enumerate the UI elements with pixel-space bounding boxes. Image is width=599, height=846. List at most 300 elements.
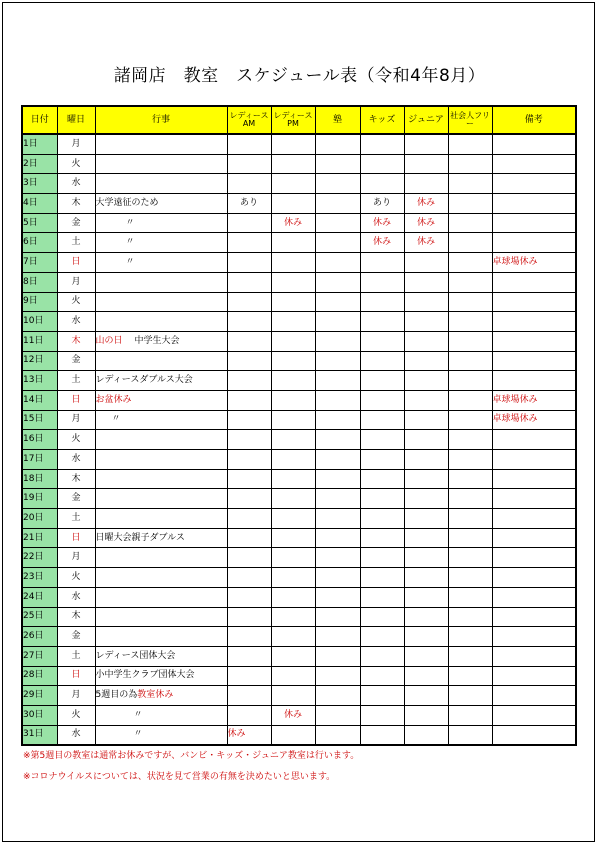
table-row xyxy=(22,194,576,214)
day-cell: 16日 xyxy=(22,430,57,450)
juku-cell xyxy=(315,489,360,509)
juku-cell xyxy=(315,174,360,194)
table-row xyxy=(22,548,576,568)
ladies-am-cell xyxy=(227,371,271,391)
event-cell xyxy=(95,292,227,312)
table-row xyxy=(22,292,576,312)
table-row xyxy=(22,174,576,194)
adult-free-cell xyxy=(448,686,492,706)
note-corona: ※コロナウイルスについては、状況を見て営業の有無を決めたいと思います。 xyxy=(23,772,336,782)
adult-free-cell xyxy=(448,646,492,666)
junior-cell xyxy=(404,253,448,273)
day-cell: 28日 xyxy=(22,666,57,686)
event-text: 〃 xyxy=(133,729,143,740)
ladies-pm-cell xyxy=(271,154,315,174)
note-cell xyxy=(492,312,576,332)
kids-cell xyxy=(360,253,404,273)
ladies-am-cell xyxy=(227,292,271,312)
event-text: 〃 xyxy=(125,237,135,248)
note-cell xyxy=(492,469,576,489)
adult-free-cell xyxy=(448,548,492,568)
event-text-secondary: 中学生大会 xyxy=(134,335,180,346)
table-row xyxy=(22,154,576,174)
ladies-pm-cell xyxy=(271,528,315,548)
kids-cell xyxy=(360,528,404,548)
junior-cell xyxy=(404,627,448,647)
kids-cell xyxy=(360,154,404,174)
event-cell xyxy=(95,253,227,273)
day-cell: 23日 xyxy=(22,568,57,588)
note-cell xyxy=(492,627,576,647)
schedule-table xyxy=(21,105,577,746)
adult-free-cell xyxy=(448,607,492,627)
table-row xyxy=(22,686,576,706)
kids-cell xyxy=(360,450,404,470)
note-cell xyxy=(492,450,576,470)
weekday-cell: 水 xyxy=(57,174,95,194)
event-text-secondary: 教室休み xyxy=(137,690,174,701)
junior-cell xyxy=(404,272,448,292)
adult-free-cell xyxy=(448,292,492,312)
adult-free-cell xyxy=(448,213,492,233)
ladies-am-cell xyxy=(227,666,271,686)
table-row xyxy=(22,607,576,627)
table-row xyxy=(22,272,576,292)
adult-free-cell xyxy=(448,568,492,588)
table-row xyxy=(22,410,576,430)
ladies-pm-cell xyxy=(271,410,315,430)
kids-cell xyxy=(360,430,404,450)
weekday-cell: 金 xyxy=(57,489,95,509)
weekday-cell: 木 xyxy=(57,469,95,489)
juku-cell xyxy=(315,646,360,666)
weekday-cell: 火 xyxy=(57,568,95,588)
junior-cell: 休み xyxy=(404,233,448,253)
kids-cell xyxy=(360,587,404,607)
event-cell xyxy=(95,312,227,332)
juku-cell xyxy=(315,351,360,371)
day-cell: 17日 xyxy=(22,450,57,470)
event-text: レディースダブルス大会 xyxy=(95,375,193,386)
ladies-am-cell xyxy=(227,509,271,529)
adult-free-cell xyxy=(448,450,492,470)
event-text: 〃 xyxy=(125,256,135,267)
ladies-am-cell xyxy=(227,253,271,273)
header-row xyxy=(22,106,576,134)
juku-cell xyxy=(315,607,360,627)
ladies-am-cell xyxy=(227,646,271,666)
event-cell xyxy=(95,390,227,410)
table-row xyxy=(22,725,576,745)
ladies-pm-cell xyxy=(271,390,315,410)
weekday-cell: 日 xyxy=(57,528,95,548)
note-cell xyxy=(492,272,576,292)
table-row xyxy=(22,528,576,548)
kids-cell xyxy=(360,646,404,666)
event-text: 〃 xyxy=(111,414,121,425)
weekday-cell: 金 xyxy=(57,627,95,647)
junior-cell xyxy=(404,686,448,706)
juku-cell xyxy=(315,253,360,273)
junior-cell xyxy=(404,469,448,489)
junior-cell xyxy=(404,607,448,627)
ladies-am-cell xyxy=(227,272,271,292)
ladies-am-cell xyxy=(227,607,271,627)
junior-cell xyxy=(404,174,448,194)
event-cell xyxy=(95,705,227,725)
ladies-pm-cell xyxy=(271,646,315,666)
ladies-am-cell xyxy=(227,351,271,371)
adult-free-cell xyxy=(448,725,492,745)
junior-cell xyxy=(404,331,448,351)
adult-free-cell xyxy=(448,705,492,725)
day-cell: 12日 xyxy=(22,351,57,371)
table-row xyxy=(22,646,576,666)
weekday-cell: 木 xyxy=(57,194,95,214)
day-cell: 7日 xyxy=(22,253,57,273)
kids-cell xyxy=(360,331,404,351)
ladies-pm-cell xyxy=(271,489,315,509)
event-cell xyxy=(95,469,227,489)
event-cell xyxy=(95,528,227,548)
ladies-pm-cell xyxy=(271,351,315,371)
note-cell xyxy=(492,331,576,351)
juku-cell xyxy=(315,627,360,647)
weekday-cell: 木 xyxy=(57,607,95,627)
note-cell xyxy=(492,705,576,725)
weekday-cell: 金 xyxy=(57,213,95,233)
kids-cell xyxy=(360,351,404,371)
weekday-cell: 月 xyxy=(57,686,95,706)
juku-cell xyxy=(315,528,360,548)
junior-cell xyxy=(404,351,448,371)
note-cell xyxy=(492,213,576,233)
junior-cell: 休み xyxy=(404,213,448,233)
junior-cell xyxy=(404,154,448,174)
junior-cell xyxy=(404,509,448,529)
event-text: レディース団体大会 xyxy=(95,650,176,661)
ladies-pm-cell xyxy=(271,568,315,588)
junior-cell xyxy=(404,528,448,548)
note-cell xyxy=(492,528,576,548)
juku-cell xyxy=(315,548,360,568)
note-cell xyxy=(492,548,576,568)
adult-free-cell xyxy=(448,331,492,351)
ladies-am-cell xyxy=(227,174,271,194)
event-text: 5週目の為 xyxy=(95,690,138,701)
kids-cell xyxy=(360,272,404,292)
page-title: 諸岡店 教室 スケジュール表（令和4年8月） xyxy=(113,66,486,86)
adult-free-cell xyxy=(448,272,492,292)
ladies-pm-cell xyxy=(271,233,315,253)
event-text: 小中学生クラブ団体大会 xyxy=(95,670,195,681)
event-text: 〃 xyxy=(133,709,143,720)
event-cell xyxy=(95,666,227,686)
day-cell: 8日 xyxy=(22,272,57,292)
adult-free-cell xyxy=(448,430,492,450)
junior-cell xyxy=(404,705,448,725)
table-row xyxy=(22,587,576,607)
day-cell: 14日 xyxy=(22,390,57,410)
juku-cell xyxy=(315,134,360,154)
ladies-am-cell xyxy=(227,312,271,332)
event-cell xyxy=(95,568,227,588)
day-cell: 30日 xyxy=(22,705,57,725)
ladies-am-cell xyxy=(227,587,271,607)
day-cell: 6日 xyxy=(22,233,57,253)
table-row xyxy=(22,489,576,509)
schedule-sheet xyxy=(2,2,595,842)
day-cell: 27日 xyxy=(22,646,57,666)
kids-cell xyxy=(360,292,404,312)
weekday-cell: 水 xyxy=(57,312,95,332)
note-cell xyxy=(492,509,576,529)
event-text: 大学遠征のため xyxy=(95,197,159,208)
weekday-cell: 月 xyxy=(57,272,95,292)
weekday-cell: 土 xyxy=(57,509,95,529)
ladies-pm-cell: 休み xyxy=(271,705,315,725)
event-cell xyxy=(95,410,227,430)
juku-cell xyxy=(315,686,360,706)
juku-cell xyxy=(315,371,360,391)
note-cell xyxy=(492,371,576,391)
ladies-am-cell xyxy=(227,705,271,725)
adult-free-cell xyxy=(448,134,492,154)
note-cell xyxy=(492,607,576,627)
event-cell xyxy=(95,154,227,174)
ladies-am-cell: あり xyxy=(227,194,271,214)
adult-free-cell xyxy=(448,154,492,174)
day-cell: 18日 xyxy=(22,469,57,489)
juku-cell xyxy=(315,292,360,312)
note-cell xyxy=(492,174,576,194)
kids-cell xyxy=(360,705,404,725)
ladies-am-cell xyxy=(227,568,271,588)
junior-cell xyxy=(404,587,448,607)
header-event: 行事 xyxy=(95,106,227,134)
junior-cell xyxy=(404,371,448,391)
kids-cell xyxy=(360,410,404,430)
day-cell: 3日 xyxy=(22,174,57,194)
ladies-pm-cell xyxy=(271,430,315,450)
event-cell xyxy=(95,607,227,627)
header-notes: 備考 xyxy=(492,106,576,134)
day-cell: 24日 xyxy=(22,587,57,607)
note-cell xyxy=(492,686,576,706)
juku-cell xyxy=(315,410,360,430)
kids-cell xyxy=(360,390,404,410)
ladies-am-cell xyxy=(227,154,271,174)
note-cell xyxy=(492,587,576,607)
header-junior: ジュニア xyxy=(404,106,448,134)
kids-cell xyxy=(360,489,404,509)
ladies-pm-cell xyxy=(271,469,315,489)
weekday-cell: 水 xyxy=(57,587,95,607)
ladies-pm-cell xyxy=(271,292,315,312)
event-cell xyxy=(95,548,227,568)
day-cell: 5日 xyxy=(22,213,57,233)
event-cell xyxy=(95,450,227,470)
day-cell: 9日 xyxy=(22,292,57,312)
weekday-cell: 月 xyxy=(57,548,95,568)
adult-free-cell xyxy=(448,489,492,509)
ladies-am-cell xyxy=(227,213,271,233)
day-cell: 15日 xyxy=(22,410,57,430)
ladies-am-cell xyxy=(227,331,271,351)
event-cell xyxy=(95,430,227,450)
juku-cell xyxy=(315,213,360,233)
juku-cell xyxy=(315,666,360,686)
adult-free-cell xyxy=(448,390,492,410)
juku-cell xyxy=(315,331,360,351)
note-cell xyxy=(492,154,576,174)
kids-cell xyxy=(360,134,404,154)
kids-cell xyxy=(360,371,404,391)
juku-cell xyxy=(315,725,360,745)
ladies-pm-cell xyxy=(271,548,315,568)
juku-cell xyxy=(315,705,360,725)
day-cell: 20日 xyxy=(22,509,57,529)
kids-cell: 休み xyxy=(360,233,404,253)
event-cell xyxy=(95,371,227,391)
ladies-pm-cell xyxy=(271,194,315,214)
header-kids: キッズ xyxy=(360,106,404,134)
table-row xyxy=(22,666,576,686)
junior-cell xyxy=(404,410,448,430)
weekday-cell: 水 xyxy=(57,725,95,745)
junior-cell xyxy=(404,134,448,154)
ladies-pm-cell xyxy=(271,607,315,627)
weekday-cell: 日 xyxy=(57,390,95,410)
event-text: お盆休み xyxy=(95,394,132,405)
note-cell: 卓球場休み xyxy=(492,410,576,430)
ladies-am-cell xyxy=(227,390,271,410)
ladies-am-cell xyxy=(227,233,271,253)
ladies-pm-cell xyxy=(271,587,315,607)
juku-cell xyxy=(315,154,360,174)
note-cell xyxy=(492,351,576,371)
adult-free-cell xyxy=(448,528,492,548)
ladies-am-cell xyxy=(227,134,271,154)
junior-cell xyxy=(404,666,448,686)
weekday-cell: 金 xyxy=(57,351,95,371)
juku-cell xyxy=(315,233,360,253)
kids-cell xyxy=(360,686,404,706)
kids-cell xyxy=(360,725,404,745)
junior-cell xyxy=(404,725,448,745)
day-cell: 1日 xyxy=(22,134,57,154)
header-ladies-pm: レディースPM xyxy=(271,106,315,134)
adult-free-cell xyxy=(448,351,492,371)
day-cell: 29日 xyxy=(22,686,57,706)
adult-free-cell xyxy=(448,587,492,607)
event-cell xyxy=(95,489,227,509)
event-cell xyxy=(95,213,227,233)
event-cell xyxy=(95,627,227,647)
day-cell: 22日 xyxy=(22,548,57,568)
header-juku: 塾 xyxy=(315,106,360,134)
ladies-am-cell xyxy=(227,410,271,430)
note-cell xyxy=(492,489,576,509)
event-cell xyxy=(95,646,227,666)
kids-cell: 休み xyxy=(360,213,404,233)
ladies-pm-cell xyxy=(271,272,315,292)
day-cell: 19日 xyxy=(22,489,57,509)
ladies-am-cell xyxy=(227,548,271,568)
table-row xyxy=(22,253,576,273)
ladies-pm-cell xyxy=(271,371,315,391)
day-cell: 2日 xyxy=(22,154,57,174)
note-cell: 卓球場休み xyxy=(492,253,576,273)
note-cell xyxy=(492,292,576,312)
juku-cell xyxy=(315,469,360,489)
weekday-cell: 土 xyxy=(57,646,95,666)
note-cell xyxy=(492,725,576,745)
note-cell xyxy=(492,134,576,154)
ladies-pm-cell: 休み xyxy=(271,213,315,233)
event-text: 山の日 xyxy=(95,335,123,346)
kids-cell xyxy=(360,174,404,194)
event-cell xyxy=(95,686,227,706)
event-cell xyxy=(95,174,227,194)
weekday-cell: 水 xyxy=(57,450,95,470)
event-cell xyxy=(95,509,227,529)
event-text: 〃 xyxy=(125,217,135,228)
day-cell: 26日 xyxy=(22,627,57,647)
weekday-cell: 火 xyxy=(57,430,95,450)
event-text: 日曜大会親子ダブルス xyxy=(95,532,185,543)
note-cell xyxy=(492,568,576,588)
kids-cell xyxy=(360,607,404,627)
junior-cell xyxy=(404,390,448,410)
juku-cell xyxy=(315,430,360,450)
table-row xyxy=(22,312,576,332)
ladies-pm-cell xyxy=(271,666,315,686)
ladies-am-cell xyxy=(227,686,271,706)
weekday-cell: 火 xyxy=(57,705,95,725)
note-cell xyxy=(492,646,576,666)
juku-cell xyxy=(315,568,360,588)
kids-cell xyxy=(360,548,404,568)
weekday-cell: 土 xyxy=(57,233,95,253)
table-row xyxy=(22,469,576,489)
note-fifth-week: ※第5週目の教室は通常お休みですが、バンビ・キッズ・ジュニア教室は行います。 xyxy=(23,751,360,761)
adult-free-cell xyxy=(448,371,492,391)
event-cell xyxy=(95,725,227,745)
juku-cell xyxy=(315,272,360,292)
day-cell: 31日 xyxy=(22,725,57,745)
ladies-am-cell xyxy=(227,450,271,470)
adult-free-cell xyxy=(448,509,492,529)
table-row xyxy=(22,331,576,351)
day-cell: 25日 xyxy=(22,607,57,627)
ladies-pm-cell xyxy=(271,331,315,351)
adult-free-cell xyxy=(448,312,492,332)
day-cell: 21日 xyxy=(22,528,57,548)
juku-cell xyxy=(315,194,360,214)
weekday-cell: 月 xyxy=(57,134,95,154)
table-row xyxy=(22,705,576,725)
table-row xyxy=(22,568,576,588)
kids-cell xyxy=(360,627,404,647)
note-cell xyxy=(492,194,576,214)
kids-cell xyxy=(360,312,404,332)
event-cell xyxy=(95,194,227,214)
adult-free-cell xyxy=(448,253,492,273)
note-cell: 卓球場休み xyxy=(492,390,576,410)
table-row xyxy=(22,134,576,154)
table-row xyxy=(22,430,576,450)
